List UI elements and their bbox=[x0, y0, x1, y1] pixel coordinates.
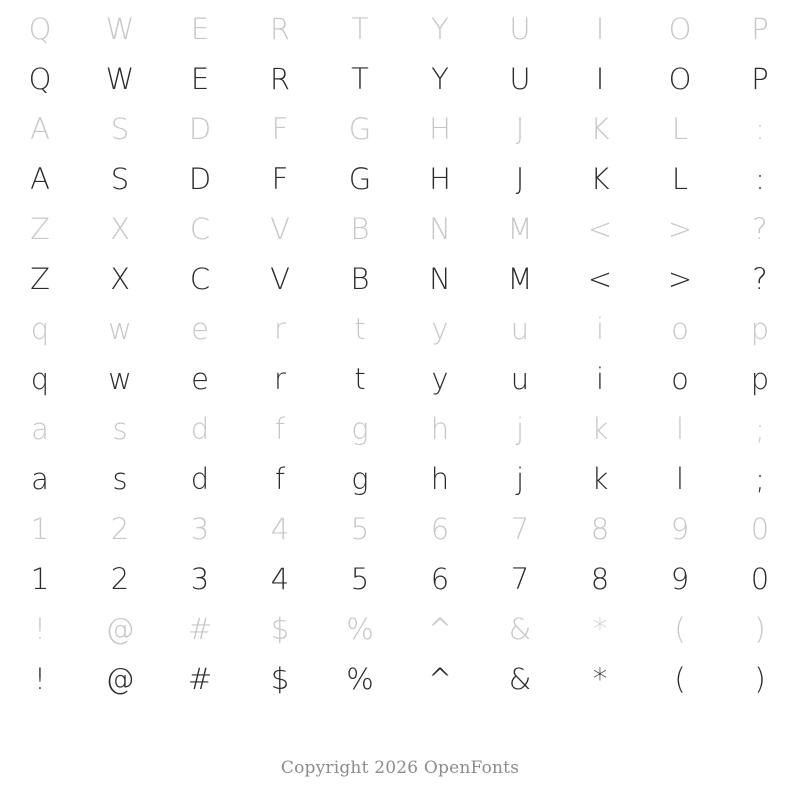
glyph-cell: 1 bbox=[30, 512, 50, 546]
glyph-cell: 5 bbox=[350, 512, 370, 546]
glyph-cell: q bbox=[30, 312, 50, 346]
glyph-cell: > bbox=[667, 212, 693, 246]
glyph-cell: s bbox=[112, 412, 128, 446]
glyph-cell: ! bbox=[34, 612, 46, 646]
glyph-cell: p bbox=[750, 362, 770, 396]
glyph-row bbox=[0, 54, 800, 104]
glyph-cell: a bbox=[31, 462, 49, 496]
glyph-cell: y bbox=[431, 362, 449, 396]
glyph-cell: J bbox=[515, 162, 525, 196]
glyph-cell: @ bbox=[105, 662, 135, 696]
glyph-cell: 7 bbox=[510, 512, 530, 546]
glyph-cell: S bbox=[110, 112, 130, 146]
glyph-cell: S bbox=[110, 162, 130, 196]
glyph-cell: k bbox=[591, 412, 609, 446]
glyph-cell: A bbox=[30, 162, 50, 196]
glyph-cell: I bbox=[595, 62, 605, 96]
glyph-cell: d bbox=[190, 462, 210, 496]
glyph-cell: D bbox=[188, 162, 212, 196]
glyph-cell: P bbox=[751, 12, 769, 46]
glyph-row bbox=[0, 154, 800, 204]
glyph-cell: > bbox=[667, 262, 693, 296]
glyph-cell: ? bbox=[752, 262, 768, 296]
glyph-cell: Q bbox=[28, 62, 52, 96]
glyph-cell: H bbox=[429, 162, 451, 196]
glyph-cell: V bbox=[270, 262, 290, 296]
glyph-cell: G bbox=[348, 112, 372, 146]
glyph-cell: i bbox=[595, 362, 605, 396]
glyph-cell: T bbox=[351, 62, 369, 96]
glyph-cell: r bbox=[274, 362, 286, 396]
glyph-cell: 2 bbox=[110, 562, 130, 596]
glyph-cell: 3 bbox=[190, 512, 210, 546]
glyph-row bbox=[0, 654, 800, 704]
glyph-cell: D bbox=[188, 112, 212, 146]
glyph-cell: @ bbox=[105, 612, 135, 646]
glyph-cell: t bbox=[354, 362, 366, 396]
glyph-cell: j bbox=[515, 462, 525, 496]
glyph-cell: P bbox=[751, 62, 769, 96]
glyph-cell: g bbox=[351, 462, 369, 496]
glyph-cell: ^ bbox=[427, 662, 453, 696]
glyph-cell: ( bbox=[674, 612, 686, 646]
glyph-cell: # bbox=[187, 612, 213, 646]
glyph-cell: J bbox=[515, 112, 525, 146]
glyph-cell: Y bbox=[431, 12, 449, 46]
glyph-cell: H bbox=[429, 112, 451, 146]
glyph-cell: u bbox=[510, 312, 530, 346]
glyph-cell: U bbox=[509, 62, 531, 96]
glyph-cell: o bbox=[671, 312, 689, 346]
glyph-cell: 8 bbox=[590, 512, 610, 546]
glyph-cell: Q bbox=[28, 12, 52, 46]
glyph-cell: L bbox=[671, 162, 689, 196]
glyph-cell: # bbox=[187, 662, 213, 696]
glyph-row bbox=[0, 104, 800, 154]
glyph-row bbox=[0, 454, 800, 504]
glyph-cell: ^ bbox=[427, 612, 453, 646]
glyph-cell: ; bbox=[755, 412, 765, 446]
glyph-cell: ? bbox=[752, 212, 768, 246]
glyph-cell: g bbox=[351, 412, 369, 446]
glyph-cell: t bbox=[354, 312, 366, 346]
glyph-cell: < bbox=[587, 262, 613, 296]
glyph-cell: q bbox=[30, 362, 50, 396]
glyph-cell: r bbox=[274, 312, 286, 346]
glyph-cell: 4 bbox=[270, 562, 290, 596]
glyph-row bbox=[0, 354, 800, 404]
glyph-cell: f bbox=[274, 412, 286, 446]
glyph-cell: K bbox=[590, 112, 610, 146]
glyph-cell: y bbox=[431, 312, 449, 346]
glyph-row bbox=[0, 204, 800, 254]
glyph-cell: s bbox=[112, 462, 128, 496]
glyph-cell: * bbox=[592, 662, 608, 696]
glyph-row bbox=[0, 504, 800, 554]
glyph-cell: Z bbox=[30, 262, 50, 296]
glyph-cell: o bbox=[671, 362, 689, 396]
glyph-cell: 1 bbox=[30, 562, 50, 596]
glyph-cell: ) bbox=[754, 612, 766, 646]
glyph-cell: i bbox=[595, 312, 605, 346]
glyph-cell: X bbox=[110, 212, 130, 246]
glyph-cell: I bbox=[595, 12, 605, 46]
glyph-cell: U bbox=[509, 12, 531, 46]
glyph-cell: e bbox=[191, 312, 209, 346]
glyph-cell: 4 bbox=[270, 512, 290, 546]
glyph-cell: M bbox=[507, 212, 533, 246]
glyph-cell: k bbox=[591, 462, 609, 496]
glyph-cell: : bbox=[755, 162, 765, 196]
glyph-cell: e bbox=[191, 362, 209, 396]
glyph-cell: B bbox=[350, 262, 370, 296]
glyph-cell: L bbox=[671, 112, 689, 146]
glyph-cell: G bbox=[348, 162, 372, 196]
glyph-cell: l bbox=[675, 412, 685, 446]
glyph-cell: ! bbox=[34, 662, 46, 696]
glyph-cell: $ bbox=[270, 662, 290, 696]
glyph-row bbox=[0, 554, 800, 604]
glyph-cell: ( bbox=[674, 662, 686, 696]
glyph-cell: C bbox=[189, 212, 211, 246]
glyph-cell: 0 bbox=[750, 562, 770, 596]
glyph-cell: & bbox=[508, 662, 532, 696]
glyph-cell: p bbox=[750, 312, 770, 346]
glyph-cell: 8 bbox=[590, 562, 610, 596]
glyph-row bbox=[0, 4, 800, 54]
glyph-cell: & bbox=[508, 612, 532, 646]
glyph-cell: 9 bbox=[670, 562, 690, 596]
glyph-cell: F bbox=[271, 112, 289, 146]
glyph-cell: 7 bbox=[510, 562, 530, 596]
glyph-cell: f bbox=[274, 462, 286, 496]
glyph-cell: V bbox=[270, 212, 290, 246]
glyph-cell: 2 bbox=[110, 512, 130, 546]
glyph-cell: E bbox=[190, 12, 210, 46]
glyph-cell: X bbox=[110, 262, 130, 296]
glyph-cell: * bbox=[592, 612, 608, 646]
glyph-cell: B bbox=[350, 212, 370, 246]
glyph-cell: l bbox=[675, 462, 685, 496]
glyph-cell: N bbox=[429, 212, 451, 246]
glyph-cell: O bbox=[668, 62, 692, 96]
glyph-cell: A bbox=[30, 112, 50, 146]
glyph-cell: C bbox=[189, 262, 211, 296]
glyph-cell: Z bbox=[30, 212, 50, 246]
glyph-row bbox=[0, 304, 800, 354]
glyph-cell: 3 bbox=[190, 562, 210, 596]
glyph-cell: : bbox=[755, 112, 765, 146]
glyph-cell: w bbox=[108, 312, 132, 346]
glyph-cell: T bbox=[351, 12, 369, 46]
glyph-cell: Y bbox=[431, 62, 449, 96]
glyph-cell: E bbox=[190, 62, 210, 96]
glyph-cell: h bbox=[430, 412, 450, 446]
glyph-cell: j bbox=[515, 412, 525, 446]
glyph-cell: F bbox=[271, 162, 289, 196]
glyph-cell: h bbox=[430, 462, 450, 496]
glyph-cell: M bbox=[507, 262, 533, 296]
glyph-cell: % bbox=[346, 612, 374, 646]
copyright-notice: Copyright 2026 OpenFonts bbox=[280, 758, 520, 778]
glyph-cell: 9 bbox=[670, 512, 690, 546]
glyph-cell: K bbox=[590, 162, 610, 196]
glyph-cell: ; bbox=[755, 462, 765, 496]
glyph-cell: N bbox=[429, 262, 451, 296]
glyph-row bbox=[0, 404, 800, 454]
glyph-cell: W bbox=[105, 12, 135, 46]
glyph-cell: $ bbox=[270, 612, 290, 646]
glyph-cell: 6 bbox=[430, 512, 450, 546]
glyph-cell: u bbox=[510, 362, 530, 396]
glyph-cell: 5 bbox=[350, 562, 370, 596]
glyph-cell: a bbox=[31, 412, 49, 446]
glyph-cell: < bbox=[587, 212, 613, 246]
glyph-cell: % bbox=[346, 662, 374, 696]
glyph-row bbox=[0, 254, 800, 304]
glyph-row bbox=[0, 604, 800, 654]
glyph-cell: R bbox=[269, 12, 291, 46]
glyph-cell: 0 bbox=[750, 512, 770, 546]
glyph-cell: ) bbox=[754, 662, 766, 696]
glyph-cell: R bbox=[269, 62, 291, 96]
glyph-cell: O bbox=[668, 12, 692, 46]
glyph-cell: 6 bbox=[430, 562, 450, 596]
glyph-cell: w bbox=[108, 362, 132, 396]
glyph-cell: d bbox=[190, 412, 210, 446]
glyph-cell: W bbox=[105, 62, 135, 96]
